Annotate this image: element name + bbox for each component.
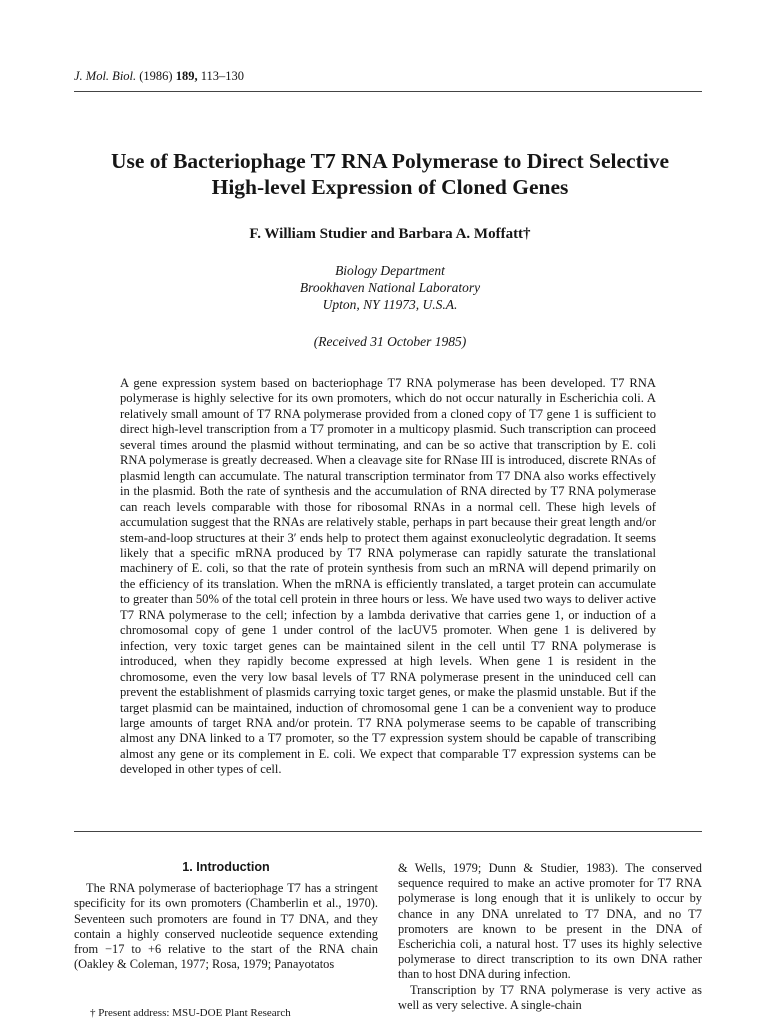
abstract-rule [74,831,702,832]
section-heading: 1. Introduction [182,860,270,874]
header-rule [74,91,702,92]
footnote: † Present address: MSU-DOE Plant Research [90,1007,291,1019]
journal-year: (1986) [139,69,173,83]
title-line-1: Use of Bacteriophage T7 RNA Polymerase to Direct Selective [110,149,670,173]
affiliation-address: Upton, NY 11973, U.S.A. [322,297,458,312]
affiliation-lab: Brookhaven National Laboratory [299,280,481,295]
journal-pages: 113–130 [200,69,245,83]
authors: F. William Studier and Barbara A. Moffatt† [249,226,531,242]
affiliation [60,262,720,313]
paper-title [60,148,720,200]
journal-volume: 189, [175,69,198,83]
received-date: (Received 31 October 1985) [313,334,467,349]
journal-citation [74,69,244,84]
journal-name: J. Mol. Biol. [74,69,137,83]
left-column [74,858,378,972]
affiliation-dept: Biology Department [335,263,445,278]
right-column [398,861,702,1013]
abstract: A gene expression system based on bacteriophage T7 RNA polymerase has been developed. T7 RNA polymerase is highly selective for its own promoters, which do not occur naturally in Escherichia coli. A relatively small amount of T7 RNA polymerase provided from a cloned copy of T7 gene 1 is sufficient to direct high-level transcription from a T7 promoter in a multicopy plasmid. Such transcription can proceed several times around the plasmid without terminating, and can be so active that transcription by E. coli RNA polymerase is greatly decreased. When a cleavage site for RNase III is introduced, discrete RNAs of plasmid length can accumulate. The natural transcription terminator from T7 DNA also works effectively in the plasmid. Both the rate of synthesis and the accumulation of RNA directed by T7 RNA polymerase can reach levels comparable with those for ribosomal RNAs in a normal cell. These high levels of accumulation suggest that the RNAs are relatively stable, perhaps in part because their great length and/or stem-and-loop structures at their 3′ ends help to protect them against exonucleolytic degradation. It seems likely that a specific mRNA produced by T7 RNA polymerase can rapidly saturate the translational machinery of E. coli, so that the rate of protein synthesis from such an mRNA will depend primarily on the efficiency of its translation. When the mRNA is efficiently translated, a target protein can accumulate to greater than 50% of the total cell protein in three hours or less. We have used two ways to deliver active T7 RNA polymerase to the cell; infection by a lambda derivative that carries gene 1, or induction of a chromosomal copy of gene 1 under control of the lacUV5 promoter. When gene 1 is delivered by infection, very toxic target genes can be maintained silent in the cell until T7 RNA polymerase is introduced, when they rapidly become expressed at high levels. When gene 1 is resident in the chromosome, even the very low basal levels of T7 RNA polymerase present in the uninduced cell can prevent the establishment of plasmids carrying toxic target genes, or make the plasmid unstable. But if the target plasmid can be maintained, induction of chromosomal gene 1 can be a convenient way to produce large amounts of target RNA and/or protein. T7 RNA polymerase seems to be capable of transcribing almost any DNA linked to a T7 promoter, so the T7 expression system should be capable of transcribing almost any gene or its complement in E. coli. We expect that comparable T7 expression systems can be developed in other types of cell. [120,376,656,777]
right-paragraph-1: & Wells, 1979; Dunn & Studier, 1983). The conserved sequence required to make an active promoter for T7 RNA polymerase is long enough that it is unlikely to occur by chance in any DNA unrelated to T7 DNA, and no T7 promoters are known to be present in the DNA of Escherichia coli, a natural host. T7 uses its highly selective polymerase to direct transcription to its own DNA rather than to host DNA during infection. [398,861,702,982]
intro-paragraph: The RNA polymerase of bacteriophage T7 has a stringent specificity for its own promoters (Chamberlin et al., 1970). Seventeen such promoters are found in T7 DNA, and they contain a highly conserved nucleotide sequence extending from −17 to +6 relative to the start of the RNA chain (Oakley & Coleman, 1977; Rosa, 1979; Panayotatos [74,881,378,972]
title-line-2: High-level Expression of Cloned Genes [211,175,569,199]
right-paragraph-2: Transcription by T7 RNA polymerase is very active as well as very selective. A single-chain [398,982,702,1012]
